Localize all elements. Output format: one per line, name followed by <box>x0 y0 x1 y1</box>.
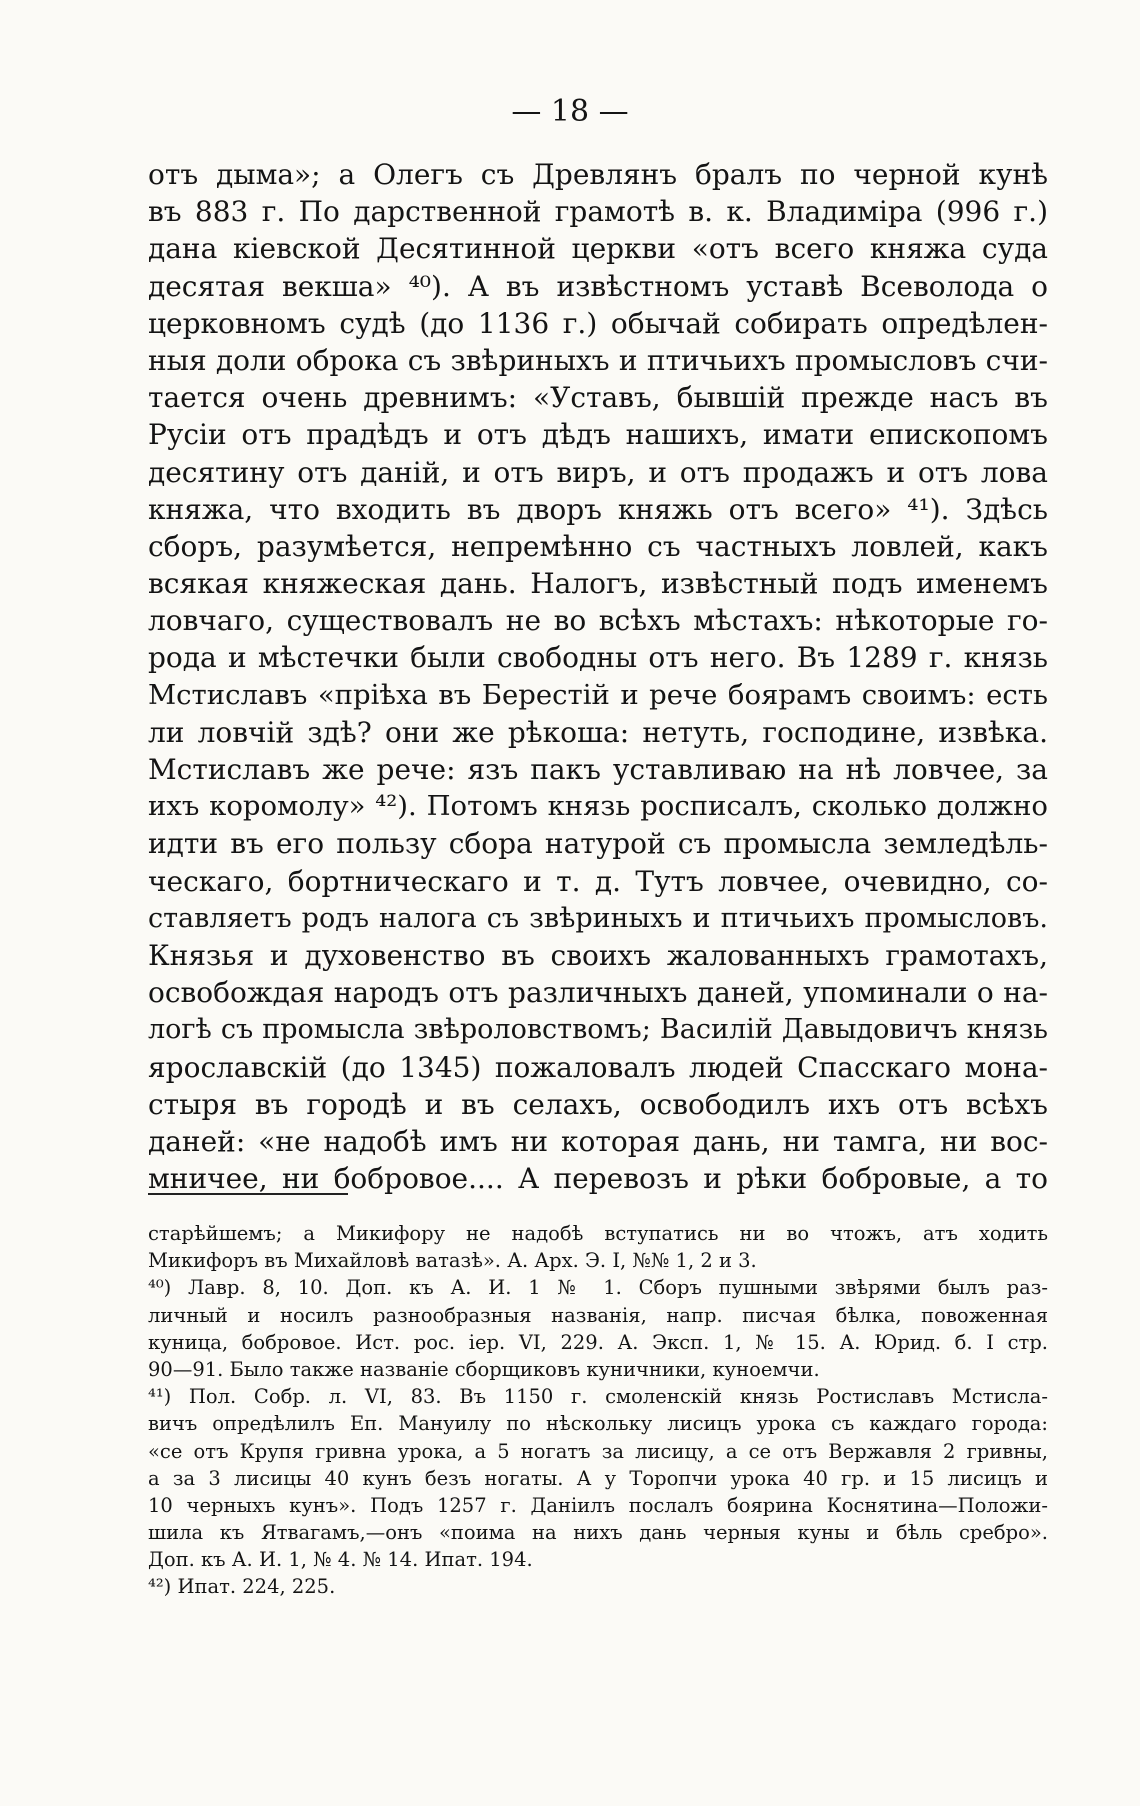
text-line: ихъ коромолу» ⁴²). Потомъ князь росписалъ, сколько должно <box>148 790 1048 823</box>
text-line: отъ дыма»; а Олегъ съ Древлянъ бралъ по черной кунѣ <box>148 158 1048 191</box>
text-line: идти въ его пользу сбора натурой съ промысла земледѣль- <box>148 827 1048 861</box>
text-line: десятину отъ даній, и отъ виръ, и отъ продажъ и отъ лова <box>148 455 1048 489</box>
text-line: стыря въ городѣ и въ селахъ, освободилъ ихъ отъ всѣхъ <box>148 1087 1048 1121</box>
page-number: — 18 — <box>511 94 629 129</box>
text-line: рода и мѣстечки были свободны отъ него. Въ 1289 г. князь <box>148 641 1048 675</box>
footnote-line: ⁴¹) Пол. Собр. л. VI, 83. Въ 1150 г. смоленскій князь Ростиславъ Мстисла- <box>148 1385 1048 1409</box>
footnote-line: куница, бобровое. Ист. рос. іер. VI, 229. А. Эксп. 1, № 15. А. Юрид. б. I стр. <box>148 1330 1048 1354</box>
text-line: всякая княжеская дань. Налогъ, извѣстный подъ именемъ <box>148 567 1048 601</box>
text-line: въ 883 г. По дарственной грамотѣ в. к. Владиміра (996 г.) <box>148 195 1048 229</box>
footnote-divider <box>148 1193 348 1195</box>
footnote-line: Доп. къ А. И. 1, № 4. № 14. Ипат. 194. <box>148 1548 533 1572</box>
footnote-line: а за 3 лисицы 40 кунъ безъ ногаты. А у Торопчи урока 40 гр. и 15 лисицъ и <box>148 1466 1048 1490</box>
text-line: логѣ съ промысла звѣроловствомъ; Василій Давыдовичъ князь <box>148 1014 1048 1046</box>
main-text <box>148 156 1048 1197</box>
text-line: ставляетъ родъ налога съ звѣриныхъ и птичьихъ промысловъ. <box>148 902 1048 934</box>
footnote-line: 90—91. Было также названіе сборщиковъ куничники, куноемчи. <box>148 1357 820 1381</box>
footnote-line: ⁴⁰) Лавр. 8, 10. Доп. къ А. И. 1 № 1. Сборъ пушными звѣрями былъ раз- <box>148 1276 1048 1300</box>
text-line: ярославскій (до 1345) пожаловалъ людей Спасскаго мона- <box>148 1050 1048 1084</box>
footnote-line: старѣйшемъ; а Микифору не надобѣ вступатись ни во чтожъ, атъ ходить <box>148 1222 1048 1245</box>
text-line: ныя доли оброка съ звѣриныхъ и птичьихъ промысловъ счи- <box>148 343 1048 377</box>
footnote-line: «се отъ Крупя гривна урока, а 5 ногатъ за лисицу, а се отъ Вержавля 2 гривны, <box>148 1439 1048 1463</box>
footnote-line: ⁴²) Ипат. 224, 225. <box>148 1575 336 1599</box>
text-line: ловчаго, существовалъ не во всѣхъ мѣстахъ: нѣкоторые го- <box>148 604 1048 638</box>
text-line: княжа, что входить въ дворъ княжь отъ всего» ⁴¹). Здѣсь <box>148 492 1048 526</box>
text-line: ческаго, бортническаго и т. д. Тутъ ловчее, очевидно, со- <box>148 864 1048 898</box>
text-line: мничее, ни бобровое.... А перевозъ и рѣки бобровые, а то <box>148 1162 1048 1196</box>
text-line: освобождая народъ отъ различныхъ даней, упоминали о на- <box>148 976 1048 1010</box>
footnote-line: личный и носилъ разнообразныя названія, напр. писчая бѣлка, повоженная <box>148 1303 1048 1327</box>
footnotes <box>148 1220 1048 1601</box>
text-line: Мстиславъ «пріѣха въ Берестій и рече боярамъ своимъ: есть <box>148 678 1048 711</box>
text-line: даней: «не надобѣ имъ ни которая дань, ни тамга, ни вос- <box>148 1124 1048 1158</box>
text-line: десятая векша» ⁴⁰). А въ извѣстномъ уставѣ Всеволода о <box>148 269 1048 303</box>
text-line: ли ловчій здѣ? они же рѣкоша: нетуть, господине, извѣка. <box>148 715 1048 749</box>
text-line: Мстиславъ же рече: язъ пакъ уставливаю на нѣ ловчее, за <box>148 753 1048 786</box>
footnote-line: Микифоръ въ Михайловѣ ватазѣ». А. Арх. Э. I, №№ 1, 2 и 3. <box>148 1249 757 1273</box>
footnote-line: 10 черныхъ кунъ». Подъ 1257 г. Даніилъ послалъ боярина Коснятина—Положи- <box>148 1493 1048 1517</box>
text-line: дана кіевской Десятинной церкви «отъ всего княжа суда <box>148 232 1048 266</box>
text-line: тается очень древнимъ: «Уставъ, бывшій прежде насъ въ <box>148 381 1048 415</box>
text-line: сборъ, разумѣется, непремѣнно съ частныхъ ловлей, какъ <box>148 529 1048 563</box>
footnote-line: шила къ Ятвагамъ,—онъ «поима на нихъ дань черныя куны и бѣль сребро». <box>148 1521 1048 1545</box>
text-line: Князья и духовенство въ своихъ жалованныхъ грамотахъ, <box>148 938 1048 972</box>
text-line: Русіи отъ прадѣдъ и отъ дѣдъ нашихъ, имати епископомъ <box>148 418 1048 452</box>
text-line: церковномъ судѣ (до 1136 г.) обычай собирать опредѣлен- <box>148 306 1048 340</box>
footnote-line: вичъ опредѣлилъ Еп. Мануилу по нѣскольку лисицъ урока съ каждаго города: <box>148 1412 1048 1436</box>
